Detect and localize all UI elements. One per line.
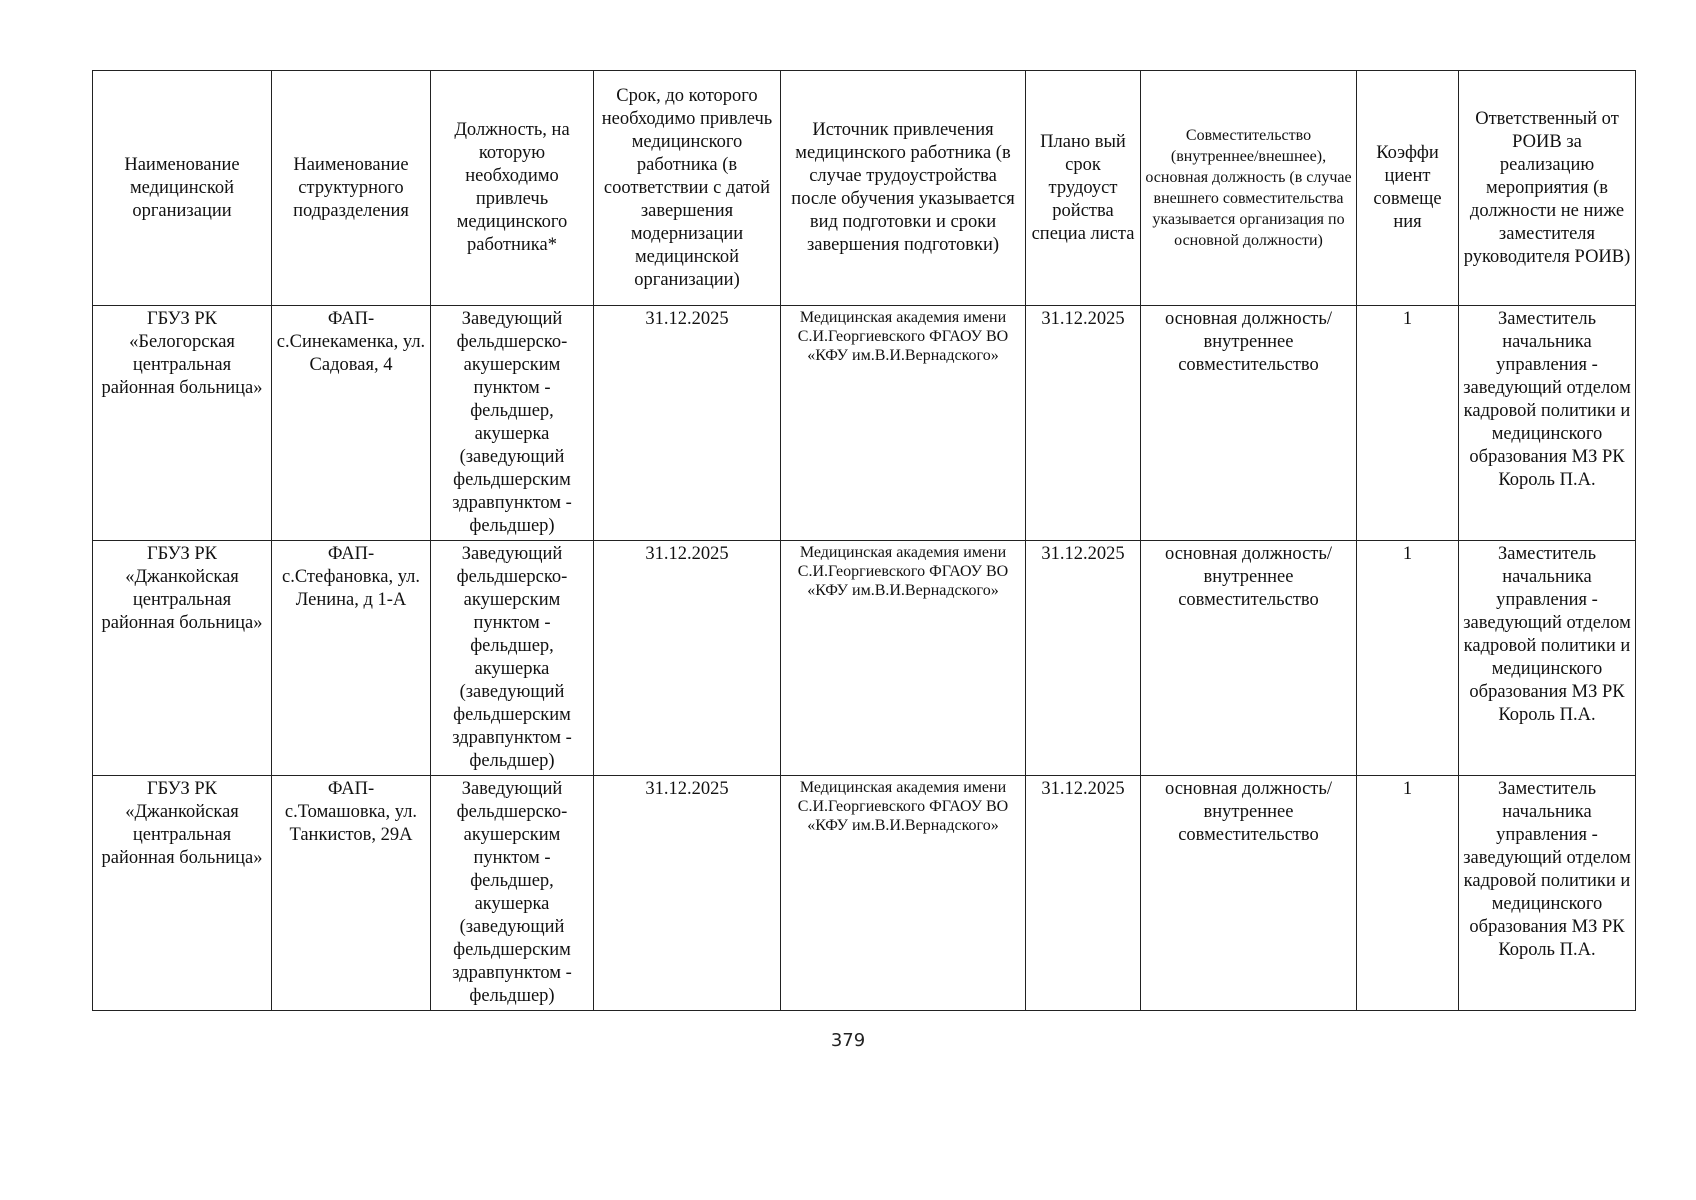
cell-deadline: 31.12.2025 (594, 306, 781, 541)
header-combination: Совместительство (внутреннее/внешнее), основная должность (в случае внешнего совместительства указывается организация по основной должности) (1141, 71, 1357, 306)
cell-unit-name: ФАП- с.Томашовка, ул. Танкистов, 29А (272, 776, 431, 1011)
header-planned-date: Плано вый срок трудоуст ройства специа листа (1026, 71, 1141, 306)
cell-org-name: ГБУЗ РК «Белогорская центральная районная больница» (93, 306, 272, 541)
cell-deadline: 31.12.2025 (594, 541, 781, 776)
cell-unit-name: ФАП- с.Синекаменка, ул. Садовая, 4 (272, 306, 431, 541)
cell-org-name: ГБУЗ РК «Джанкойская центральная районная больница» (93, 776, 272, 1011)
cell-responsible: Заместитель начальника управления - заведующий отделом кадровой политики и медицинского образования МЗ РК Король П.А. (1459, 776, 1636, 1011)
page-number: 379 (830, 1030, 866, 1051)
header-responsible: Ответственный от РОИВ за реализацию мероприятия (в должности не ниже заместителя руководителя РОИВ) (1459, 71, 1636, 306)
cell-responsible: Заместитель начальника управления - заведующий отделом кадровой политики и медицинского образования МЗ РК Король П.А. (1459, 541, 1636, 776)
header-deadline: Срок, до которого необходимо привлечь медицинского работника (в соответствии с датой завершения модернизации медицинской организации) (594, 71, 781, 306)
cell-coefficient: 1 (1357, 306, 1459, 541)
table-header-row (93, 71, 1636, 306)
cell-coefficient: 1 (1357, 776, 1459, 1011)
header-org-name: Наименование медицинской организации (93, 71, 272, 306)
cell-planned-date: 31.12.2025 (1026, 776, 1141, 1011)
header-unit-name: Наименование структурного подразделения (272, 71, 431, 306)
cell-position: Заведующий фельдшерско-акушерским пунктом - фельдшер, акушерка (заведующий фельдшерским здравпунктом - фельдшер) (431, 541, 594, 776)
cell-deadline: 31.12.2025 (594, 776, 781, 1011)
cell-source: Медицинская академия имени С.И.Георгиевского ФГАОУ ВО «КФУ им.В.И.Вернадского» (781, 306, 1026, 541)
table-row (93, 776, 1636, 1011)
cell-responsible: Заместитель начальника управления - заведующий отделом кадровой политики и медицинского образования МЗ РК Король П.А. (1459, 306, 1636, 541)
staffing-table (92, 70, 1636, 1011)
table-row (93, 306, 1636, 541)
cell-combination: основная должность/ внутреннее совместительство (1141, 776, 1357, 1011)
cell-source: Медицинская академия имени С.И.Георгиевского ФГАОУ ВО «КФУ им.В.И.Вернадского» (781, 541, 1026, 776)
header-coefficient: Коэффи циент совмеще ния (1357, 71, 1459, 306)
cell-planned-date: 31.12.2025 (1026, 541, 1141, 776)
cell-position: Заведующий фельдшерско-акушерским пунктом - фельдшер, акушерка (заведующий фельдшерским здравпунктом - фельдшер) (431, 306, 594, 541)
cell-org-name: ГБУЗ РК «Джанкойская центральная районная больница» (93, 541, 272, 776)
header-source: Источник привлечения медицинского работника (в случае трудоустройства после обучения указывается вид подготовки и сроки завершения подготовки) (781, 71, 1026, 306)
cell-combination: основная должность/ внутреннее совместительство (1141, 541, 1357, 776)
cell-coefficient: 1 (1357, 541, 1459, 776)
cell-combination: основная должность/ внутреннее совместительство (1141, 306, 1357, 541)
table-row (93, 541, 1636, 776)
header-position: Должность, на которую необходимо привлечь медицинского работника* (431, 71, 594, 306)
cell-position: Заведующий фельдшерско-акушерским пунктом - фельдшер, акушерка (заведующий фельдшерским здравпунктом - фельдшер) (431, 776, 594, 1011)
cell-source: Медицинская академия имени С.И.Георгиевского ФГАОУ ВО «КФУ им.В.И.Вернадского» (781, 776, 1026, 1011)
cell-planned-date: 31.12.2025 (1026, 306, 1141, 541)
cell-unit-name: ФАП- с.Стефановка, ул. Ленина, д 1-А (272, 541, 431, 776)
